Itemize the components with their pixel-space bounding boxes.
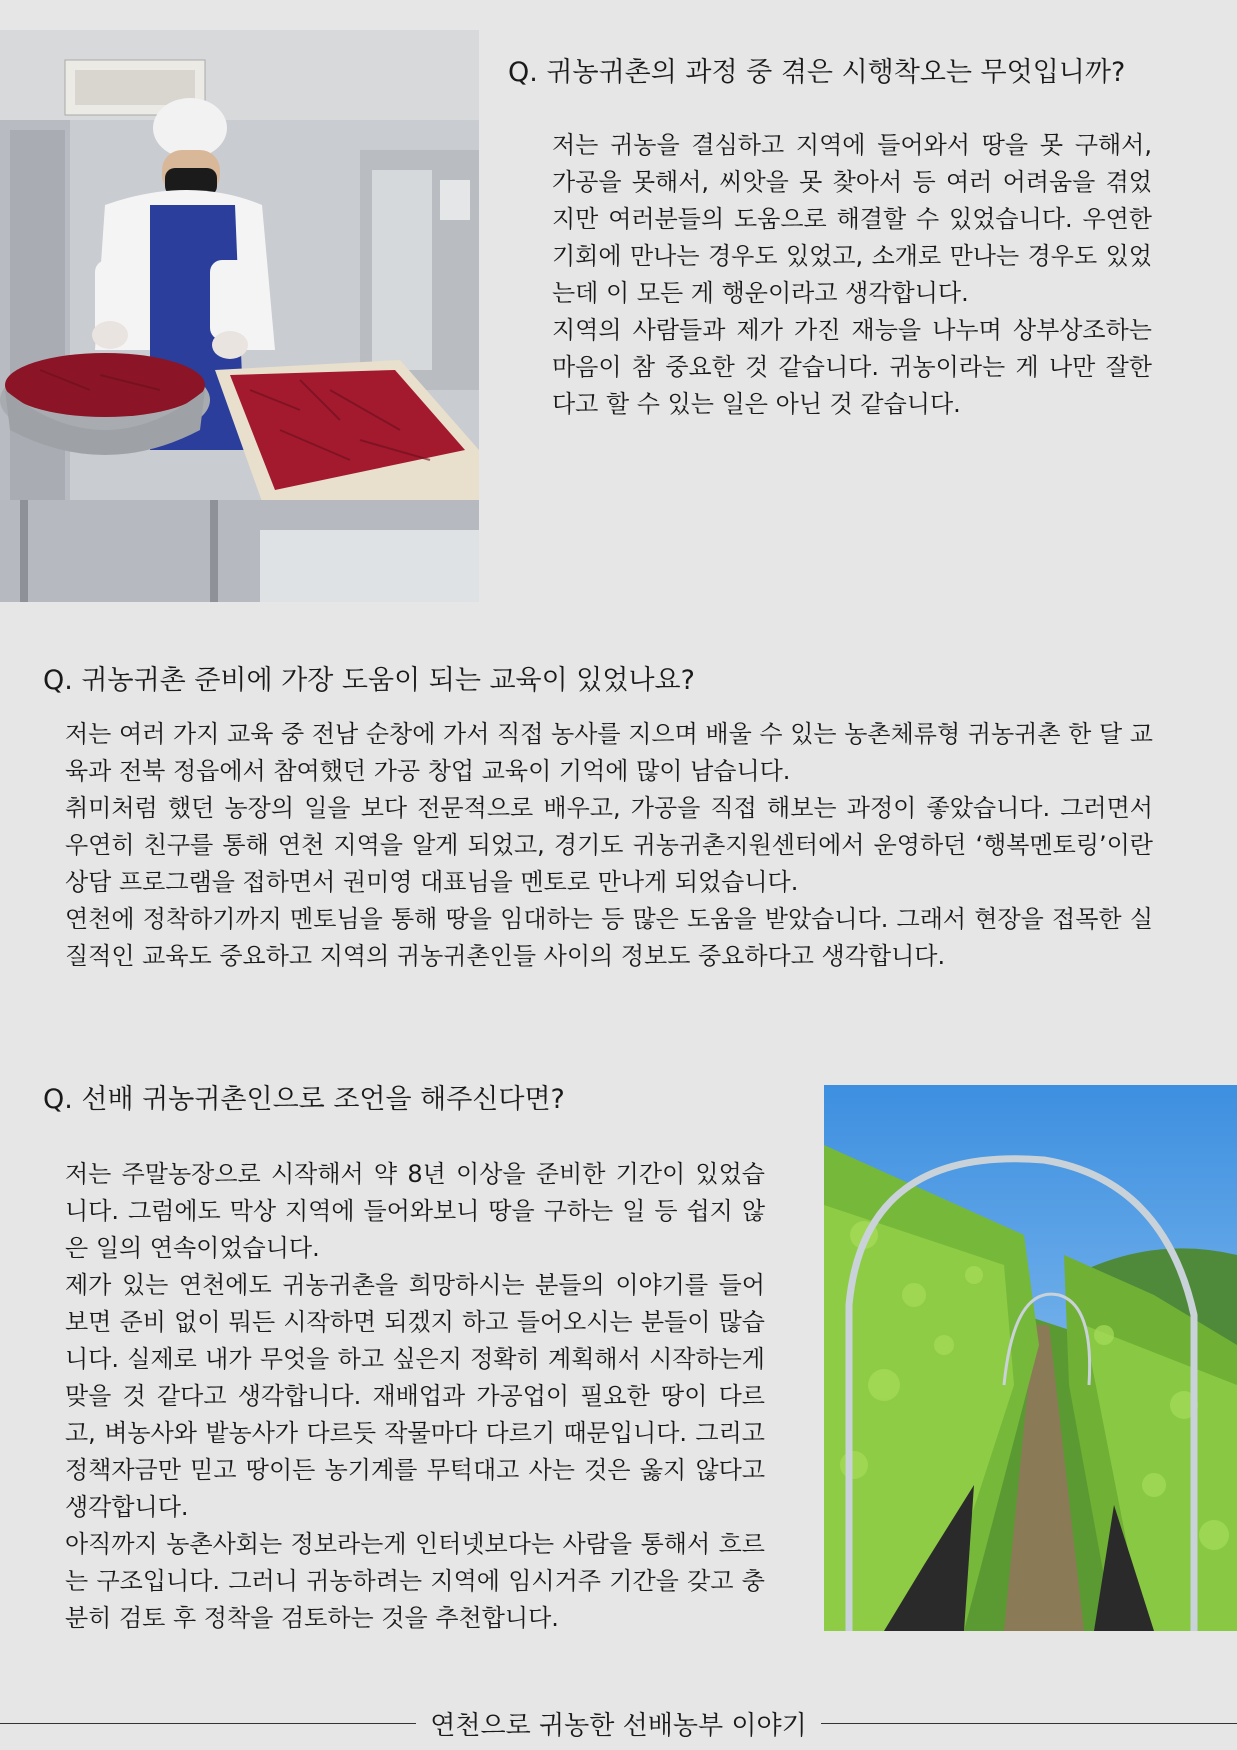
vine-field-illustration	[824, 1085, 1237, 1631]
footer-title: 연천으로 귀농한 선배농부 이야기	[430, 1710, 807, 1741]
answer-3-paragraph: 저는 주말농장으로 시작해서 약 8년 이상을 준비한 기간이 있었습니다. 그럼에도 막상 지역에 들어와보니 땅을 구하는 일 등 쉽지 않은 일의 연속이었습니다.	[65, 1160, 765, 1262]
answer-3	[65, 1156, 765, 1637]
question-3: Q. 선배 귀농귀촌인으로 조언을 해주신다면?	[43, 1084, 565, 1115]
footer-rule-right	[821, 1723, 1237, 1724]
pepper-processing-photo	[0, 30, 479, 602]
footer	[0, 1705, 1237, 1741]
question-2: Q. 귀농귀촌 준비에 가장 도움이 되는 교육이 있었나요?	[43, 665, 695, 696]
answer-2-paragraph: 저는 여러 가지 교육 중 전남 순창에 가서 직접 농사를 지으며 배울 수 있는 농촌체류형 귀농귀촌 한 달 교육과 전북 정읍에서 참여했던 가공 창업 교육이 기억에 많이 남습니다.	[65, 720, 1153, 785]
answer-1-paragraph: 저는 귀농을 결심하고 지역에 들어와서 땅을 못 구해서, 가공을 못해서, 씨앗을 못 찾아서 등 여러 어려움을 겪었지만 여러분들의 도움으로 해결할 수 있었습니다. 우연한 기회에 만나는 경우도 있었고, 소개로 만나는 경우도 있었는데 이 모든 게 행운이라고 생각합니다.	[552, 131, 1152, 307]
answer-1	[552, 127, 1152, 423]
answer-2-paragraph: 연천에 정착하기까지 멘토님을 통해 땅을 임대하는 등 많은 도움을 받았습니다. 그래서 현장을 접목한 실질적인 교육도 중요하고 지역의 귀농귀촌인들 사이의 정보도 중요하다고 생각합니다.	[65, 905, 1153, 970]
answer-2-paragraph: 취미처럼 했던 농장의 일을 보다 전문적으로 배우고, 가공을 직접 해보는 과정이 좋았습니다. 그러면서 우연히 친구를 통해 연천 지역을 알게 되었고, 경기도 귀농귀촌지원센터에서 운영하던 ‘행복멘토링’이란 상담 프로그램을 접하면서 권미영 대표님을 멘토로 만나게 되었습니다.	[65, 794, 1153, 896]
answer-1-paragraph: 지역의 사람들과 제가 가진 재능을 나누며 상부상조하는 마음이 참 중요한 것 같습니다. 귀농이라는 게 나만 잘한다고 할 수 있는 일은 아닌 것 같습니다.	[552, 316, 1152, 418]
vine-field-photo	[824, 1085, 1237, 1631]
answer-3-paragraph: 아직까지 농촌사회는 정보라는게 인터넷보다는 사람을 통해서 흐르는 구조입니다. 그러니 귀농하려는 지역에 임시거주 기간을 갖고 충분히 검토 후 정착을 검토하는 것을 추천합니다.	[65, 1530, 765, 1632]
question-1: Q. 귀농귀촌의 과정 중 겪은 시행착오는 무엇입니까?	[508, 57, 1126, 88]
pepper-processing-illustration	[0, 30, 479, 602]
answer-2	[65, 716, 1153, 975]
answer-3-paragraph: 제가 있는 연천에도 귀농귀촌을 희망하시는 분들의 이야기를 들어보면 준비 없이 뭐든 시작하면 되겠지 하고 들어오시는 분들이 많습니다. 실제로 내가 무엇을 하고 싶은지 정확히 계획해서 시작하는게 맞을 것 같다고 생각합니다. 재배업과 가공업이 필요한 땅이 다르고, 벼농사와 밭농사가 다르듯 작물마다 다르기 때문입니다. 그리고 정책자금만 믿고 땅이든 농기계를 무턱대고 사는 것은 옳지 않다고 생각합니다.	[65, 1271, 765, 1521]
footer-rule-left	[0, 1723, 416, 1724]
